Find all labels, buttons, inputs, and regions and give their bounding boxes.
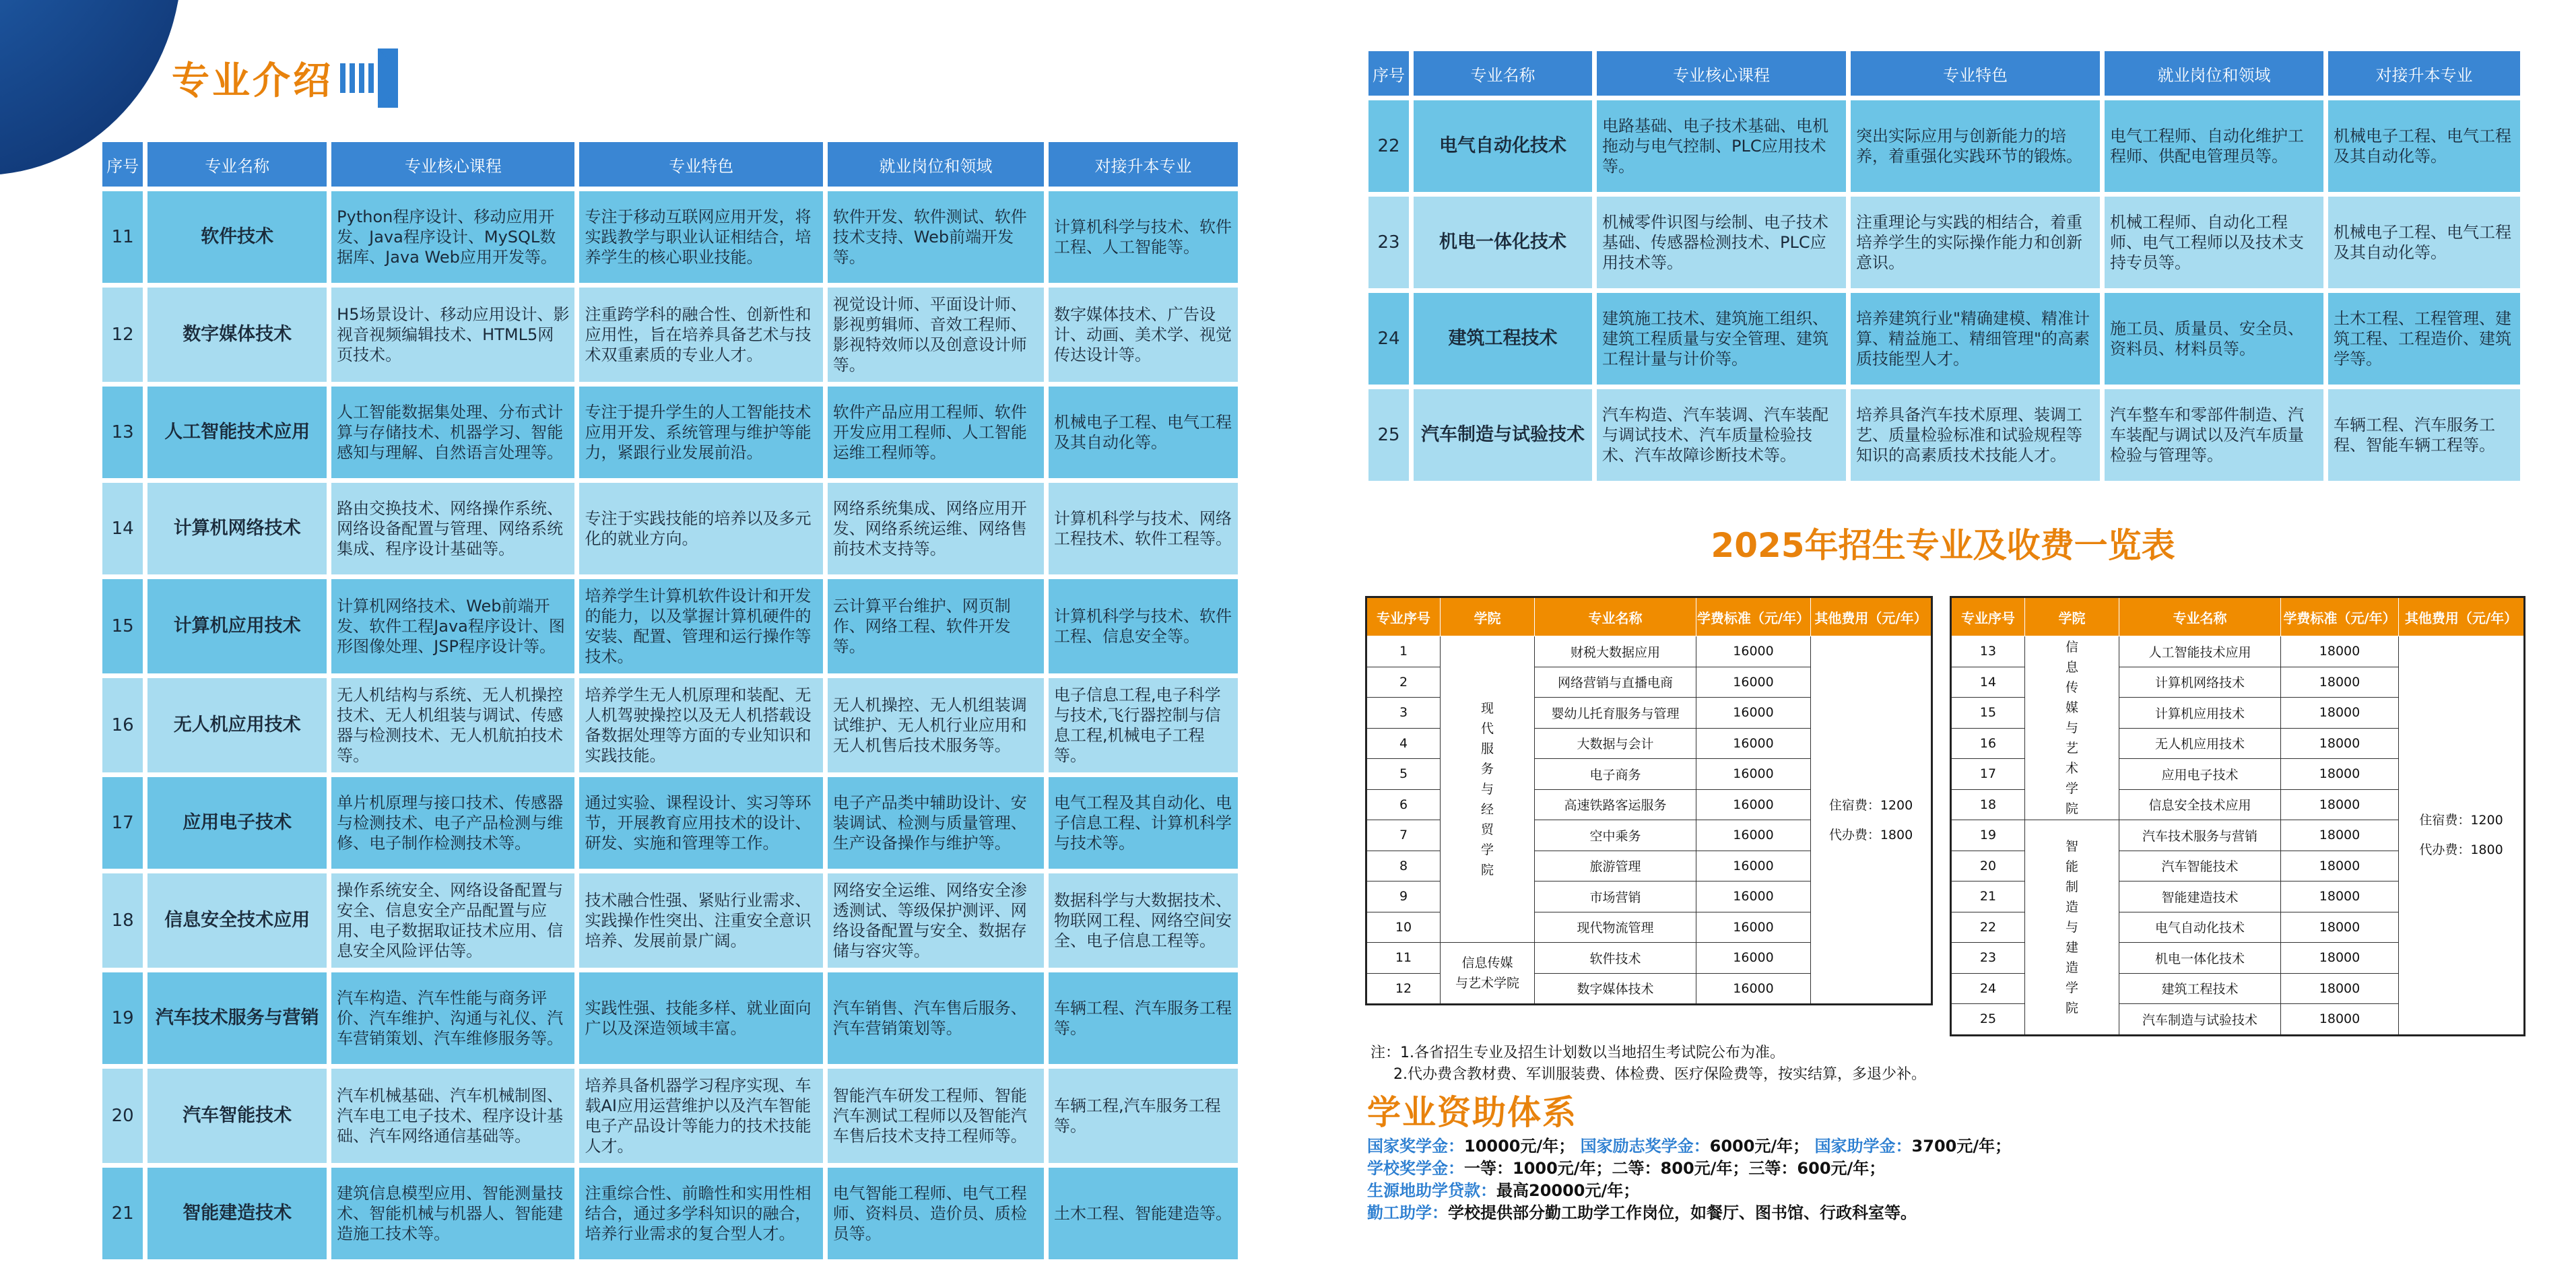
fee-col-no: 专业序号 bbox=[1951, 597, 2025, 636]
major-jobs: 云计算平台维护、网页制作、网络工程、软件开发等。 bbox=[828, 579, 1044, 673]
fee-tuition: 18000 bbox=[2281, 636, 2399, 667]
fee-no: 20 bbox=[1951, 851, 2025, 882]
fee-tuition: 18000 bbox=[2281, 820, 2399, 851]
fee-no: 22 bbox=[1951, 912, 2025, 943]
major-courses: 路由交换技术、网络操作系统、网络设备配置与管理、网络系统集成、程序设计基础等。 bbox=[331, 483, 574, 574]
table-row bbox=[1368, 389, 2520, 481]
fee-no: 18 bbox=[1951, 789, 2025, 820]
major-upgrade: 土木工程、智能建造等。 bbox=[1049, 1168, 1238, 1259]
aid-title: 学业资助体系 bbox=[1367, 1093, 1577, 1132]
major-courses: 汽车构造、汽车性能与商务评价、汽车维护、沟通与礼仪、汽车营销策划、汽车维修服务等。 bbox=[331, 972, 574, 1064]
fee-no: 8 bbox=[1366, 851, 1441, 882]
fee-tuition: 18000 bbox=[2281, 728, 2399, 759]
fee-no: 24 bbox=[1951, 973, 2025, 1004]
major-no: 22 bbox=[1368, 100, 1409, 192]
major-jobs: 视觉设计师、平面设计师、影视剪辑师、音效工程师、影视特效师以及创意设计师等。 bbox=[828, 288, 1044, 382]
major-no: 14 bbox=[102, 483, 143, 574]
fee-row bbox=[1951, 636, 2525, 667]
fee-tuition: 16000 bbox=[1696, 912, 1811, 943]
major-upgrade: 车辆工程,汽车服务工程等。 bbox=[1049, 1069, 1238, 1163]
fee-table-left bbox=[1365, 596, 1933, 1005]
fee-major-name: 汽车制造与试验技术 bbox=[2119, 1004, 2281, 1036]
fee-college: 信 息 传 媒 与 艺 术 学 院 bbox=[2025, 636, 2119, 820]
fee-major-name: 计算机应用技术 bbox=[2119, 698, 2281, 729]
major-upgrade: 计算机科学与技术、网络工程技术、软件工程等。 bbox=[1049, 483, 1238, 574]
major-courses: Python程序设计、移动应用开发、Java程序设计、MySQL数据库、Java Web应用开发等。 bbox=[331, 191, 574, 283]
table-row bbox=[102, 191, 1238, 283]
fee-no: 14 bbox=[1951, 667, 2025, 698]
col-header-jobs: 就业岗位和领域 bbox=[2105, 51, 2323, 96]
major-name: 信息安全技术应用 bbox=[147, 873, 327, 968]
major-name: 电气自动化技术 bbox=[1414, 100, 1592, 192]
major-upgrade: 数字媒体技术、广告设计、动画、美术学、视觉传达设计等。 bbox=[1049, 288, 1238, 382]
col-header-name: 专业名称 bbox=[147, 142, 327, 187]
table-row bbox=[1368, 197, 2520, 288]
fee-college: 智 能 制 造 与 建 造 学 院 bbox=[2025, 820, 2119, 1036]
major-courses: 无人机结构与系统、无人机操控技术、无人机组装与调试、传感器与检测技术、无人机航拍技术等。 bbox=[331, 678, 574, 772]
fee-major-name: 大数据与会计 bbox=[1535, 728, 1696, 759]
fee-college: 现 代 服 务 与 经 贸 学 院 bbox=[1441, 636, 1535, 943]
aid-line-workstudy bbox=[1367, 1202, 2011, 1224]
fee-no: 9 bbox=[1366, 882, 1441, 912]
table-row bbox=[102, 777, 1238, 869]
fee-no: 15 bbox=[1951, 698, 2025, 729]
aid-key: 学校奖学金： bbox=[1367, 1159, 1464, 1178]
fee-major-name: 网络营销与直播电商 bbox=[1535, 667, 1696, 698]
major-courses: 电路基础、电子技术基础、电机拖动与电气控制、PLC应用技术等。 bbox=[1597, 100, 1846, 192]
major-feature: 专注于移动互联网应用开发，将实践教学与职业认证相结合，培养学生的核心职业技能。 bbox=[579, 191, 822, 283]
major-upgrade: 计算机科学与技术、软件工程、信息安全等。 bbox=[1049, 579, 1238, 673]
intro-title-text: 专业介绍 bbox=[172, 59, 333, 103]
fee-tuition: 18000 bbox=[2281, 882, 2399, 912]
majors-table-right bbox=[1364, 46, 2525, 486]
fee-tuition: 18000 bbox=[2281, 851, 2399, 882]
major-no: 13 bbox=[102, 387, 143, 478]
major-courses: 汽车机械基础、汽车机械制图、汽车电工电子技术、程序设计基础、汽车网络通信基础等。 bbox=[331, 1069, 574, 1163]
fee-tuition: 18000 bbox=[2281, 698, 2399, 729]
table-row bbox=[102, 678, 1238, 772]
major-upgrade: 车辆工程、汽车服务工程等。 bbox=[1049, 972, 1238, 1064]
col-header-feature: 专业特色 bbox=[1851, 51, 2100, 96]
major-name: 无人机应用技术 bbox=[147, 678, 327, 772]
fee-no: 23 bbox=[1951, 943, 2025, 974]
major-no: 21 bbox=[102, 1168, 143, 1259]
table-row bbox=[102, 288, 1238, 382]
fee-no: 4 bbox=[1366, 728, 1441, 759]
fee-tuition: 16000 bbox=[1696, 759, 1811, 790]
fee-major-name: 电子商务 bbox=[1535, 759, 1696, 790]
major-name: 汽车智能技术 bbox=[147, 1069, 327, 1163]
aid-key: 勤工助学： bbox=[1367, 1203, 1448, 1222]
fee-no: 2 bbox=[1366, 667, 1441, 698]
major-feature: 技术融合性强、紧贴行业需求、实践操作性突出、注重安全意识培养、发展前景广阔。 bbox=[579, 873, 822, 968]
fee-no: 19 bbox=[1951, 820, 2025, 851]
fee-no: 13 bbox=[1951, 636, 2025, 667]
major-no: 19 bbox=[102, 972, 143, 1064]
major-upgrade: 电子信息工程,电子科学与技术,飞行器控制与信息工程,机械电子工程等。 bbox=[1049, 678, 1238, 772]
aid-value: 6000元/年； bbox=[1709, 1137, 1810, 1156]
fee-col-other: 其他费用（元/年） bbox=[2399, 597, 2525, 636]
fee-major-name: 婴幼儿托育服务与管理 bbox=[1535, 698, 1696, 729]
major-jobs: 软件产品应用工程师、软件开发应用工程师、人工智能运维工程师等。 bbox=[828, 387, 1044, 478]
fee-tuition: 16000 bbox=[1696, 789, 1811, 820]
fee-tuition: 18000 bbox=[2281, 667, 2399, 698]
fee-major-name: 财税大数据应用 bbox=[1535, 636, 1696, 667]
col-header-courses: 专业核心课程 bbox=[1597, 51, 1846, 96]
col-header-feature: 专业特色 bbox=[579, 142, 822, 187]
major-upgrade: 机械电子工程、电气工程及其自动化等。 bbox=[1049, 387, 1238, 478]
major-feature: 突出实际应用与创新能力的培养，着重强化实践环节的锻炼。 bbox=[1851, 100, 2100, 192]
fee-tuition: 18000 bbox=[2281, 943, 2399, 974]
fee-major-name: 智能建造技术 bbox=[2119, 882, 2281, 912]
major-feature: 专注于实践技能的培养以及多元化的就业方向。 bbox=[579, 483, 822, 574]
major-upgrade: 计算机科学与技术、软件工程、人工智能等。 bbox=[1049, 191, 1238, 283]
majors-table-left bbox=[98, 137, 1243, 1264]
fee-tuition: 16000 bbox=[1696, 728, 1811, 759]
fee-other bbox=[2399, 636, 2525, 1036]
major-upgrade: 土木工程、工程管理、建筑工程、工程造价、建筑学等。 bbox=[2328, 293, 2520, 385]
col-header-jobs: 就业岗位和领域 bbox=[828, 142, 1044, 187]
major-name: 应用电子技术 bbox=[147, 777, 327, 869]
major-name: 汽车制造与试验技术 bbox=[1414, 389, 1592, 481]
fee-col-college: 学院 bbox=[2025, 597, 2119, 636]
major-jobs: 无人机操控、无人机组装调试维护、无人机行业应用和无人机售后技术服务等。 bbox=[828, 678, 1044, 772]
fee-major-name: 数字媒体技术 bbox=[1535, 973, 1696, 1005]
fee-major-name: 信息安全技术应用 bbox=[2119, 789, 2281, 820]
aid-value: 学校提供部分勤工助学工作岗位，如餐厅、图书馆、行政科室等。 bbox=[1448, 1203, 1917, 1222]
fee-major-name: 机电一体化技术 bbox=[2119, 943, 2281, 974]
major-courses: H5场景设计、移动应用设计、影视音视频编辑技术、HTML5网页技术。 bbox=[331, 288, 574, 382]
fee-tuition: 16000 bbox=[1696, 667, 1811, 698]
major-name: 软件技术 bbox=[147, 191, 327, 283]
fee-major-name: 高速铁路客运服务 bbox=[1535, 789, 1696, 820]
fee-major-name: 空中乘务 bbox=[1535, 820, 1696, 851]
major-no: 15 bbox=[102, 579, 143, 673]
fee-tuition: 16000 bbox=[1696, 851, 1811, 882]
fee-other bbox=[1811, 636, 1932, 1005]
table-row bbox=[102, 579, 1238, 673]
fee-no: 16 bbox=[1951, 728, 2025, 759]
aid-line-school bbox=[1367, 1158, 2011, 1180]
major-name: 汽车技术服务与营销 bbox=[147, 972, 327, 1064]
major-name: 计算机网络技术 bbox=[147, 483, 327, 574]
col-header-upgrade: 对接升本专业 bbox=[2328, 51, 2520, 96]
major-name: 人工智能技术应用 bbox=[147, 387, 327, 478]
fee-major-name: 汽车技术服务与营销 bbox=[2119, 820, 2281, 851]
fee-no: 11 bbox=[1366, 943, 1441, 974]
major-jobs: 网络安全运维、网络安全渗透测试、等级保护测评、网络设备配置与安全、数据存储与容灾等。 bbox=[828, 873, 1044, 968]
fee-other-lodging: 住宿费：1200 bbox=[1828, 797, 1913, 813]
major-no: 12 bbox=[102, 288, 143, 382]
fee-header-row bbox=[1366, 597, 1932, 636]
major-no: 17 bbox=[102, 777, 143, 869]
fee-tuition: 16000 bbox=[1696, 820, 1811, 851]
fee-major-name: 软件技术 bbox=[1535, 943, 1696, 974]
col-header-courses: 专业核心课程 bbox=[331, 142, 574, 187]
aid-key: 国家助学金： bbox=[1814, 1137, 1912, 1156]
major-courses: 机械零件识图与绘制、电子技术基础、传感器检测技术、PLC应用技术等。 bbox=[1597, 197, 1846, 288]
major-courses: 建筑信息模型应用、智能测量技术、智能机械与机器人、智能建造施工技术等。 bbox=[331, 1168, 574, 1259]
major-jobs: 施工员、质量员、安全员、资料员、材料员等。 bbox=[2105, 293, 2323, 385]
major-feature: 培养具备机器学习程序实现、车载AI应用运营维护以及汽车智能电子产品设计等能力的技术技能人才。 bbox=[579, 1069, 822, 1163]
major-upgrade: 电气工程及其自动化、电子信息工程、计算机科学与技术等。 bbox=[1049, 777, 1238, 869]
major-feature: 注重理论与实践的相结合，着重培养学生的实际操作能力和创新意识。 bbox=[1851, 197, 2100, 288]
major-courses: 单片机原理与接口技术、传感器与检测技术、电子产品检测与维修、电子制作检测技术等。 bbox=[331, 777, 574, 869]
major-jobs: 电子产品类中辅助设计、安装调试、检测与质量管理、生产设备操作与维护等。 bbox=[828, 777, 1044, 869]
fee-col-name: 专业名称 bbox=[2119, 597, 2281, 636]
intro-heading bbox=[172, 48, 398, 108]
aid-key: 国家奖学金： bbox=[1367, 1137, 1464, 1156]
fee-col-other: 其他费用（元/年） bbox=[1811, 597, 1932, 636]
fee-tuition: 16000 bbox=[1696, 698, 1811, 729]
table-row bbox=[1368, 100, 2520, 192]
major-courses: 建筑施工技术、建筑施工组织、建筑工程质量与安全管理、建筑工程计量与计价等。 bbox=[1597, 293, 1846, 385]
fee-no: 3 bbox=[1366, 698, 1441, 729]
major-name: 智能建造技术 bbox=[147, 1168, 327, 1259]
fee-no: 12 bbox=[1366, 973, 1441, 1005]
fee-no: 1 bbox=[1366, 636, 1441, 667]
aid-line-national bbox=[1367, 1135, 2011, 1158]
note-line-1: 注：1.各省招生专业及招生计划数以当地招生考试院公布为准。 bbox=[1370, 1044, 1785, 1061]
major-jobs: 电气工程师、自动化维护工程师、供配电管理员等。 bbox=[2105, 100, 2323, 192]
fee-college: 信息传媒 与艺术学院 bbox=[1441, 943, 1535, 1005]
major-feature: 培养具备汽车技术原理、装调工艺、质量检验标准和试验规程等知识的高素质技术技能人才。 bbox=[1851, 389, 2100, 481]
major-name: 计算机应用技术 bbox=[147, 579, 327, 673]
major-feature: 培养建筑行业"精确建模、精准计算、精益施工、精细管理"的高素质技能型人才。 bbox=[1851, 293, 2100, 385]
fee-tuition: 16000 bbox=[1696, 973, 1811, 1005]
fee-no: 6 bbox=[1366, 789, 1441, 820]
fee-major-name: 无人机应用技术 bbox=[2119, 728, 2281, 759]
fee-tuition: 18000 bbox=[2281, 759, 2399, 790]
fee-other-lodging: 住宿费：1200 bbox=[2419, 813, 2503, 828]
major-no: 23 bbox=[1368, 197, 1409, 288]
fee-tuition: 18000 bbox=[2281, 912, 2399, 943]
table-row bbox=[102, 972, 1238, 1064]
major-feature: 通过实验、课程设计、实习等环节，开展教育应用技术的设计、研发、实施和管理等工作。 bbox=[579, 777, 822, 869]
table-row bbox=[102, 1168, 1238, 1259]
major-jobs: 网络系统集成、网络应用开发、网络系统运维、网络售前技术支持等。 bbox=[828, 483, 1044, 574]
table-row bbox=[102, 483, 1238, 574]
major-name: 建筑工程技术 bbox=[1414, 293, 1592, 385]
table-row bbox=[1368, 293, 2520, 385]
fee-section-title: 2025年招生专业及收费一览表 bbox=[1711, 526, 2175, 565]
aid-value: 最高20000元/年； bbox=[1496, 1181, 1640, 1200]
fee-header-row bbox=[1951, 597, 2525, 636]
note-line-2: 2.代办费含教材费、军训服装费、体检费、医疗保险费等，按实结算，多退少补。 bbox=[1393, 1066, 1926, 1083]
aid-key: 生源地助学贷款： bbox=[1367, 1181, 1496, 1200]
fee-major-name: 人工智能技术应用 bbox=[2119, 636, 2281, 667]
fee-no: 21 bbox=[1951, 882, 2025, 912]
major-courses: 人工智能数据集处理、分布式计算与存储技术、机器学习、智能感知与理解、自然语言处理等。 bbox=[331, 387, 574, 478]
fee-major-name: 现代物流管理 bbox=[1535, 912, 1696, 943]
fee-other-agency: 代办费：1800 bbox=[1828, 827, 1913, 842]
fee-tuition: 18000 bbox=[2281, 1004, 2399, 1036]
major-upgrade: 机械电子工程、电气工程及其自动化等。 bbox=[2328, 197, 2520, 288]
fee-col-no: 专业序号 bbox=[1366, 597, 1441, 636]
fee-tuition: 18000 bbox=[2281, 973, 2399, 1004]
fee-row bbox=[1366, 636, 1932, 667]
table-row bbox=[102, 387, 1238, 478]
fee-tuition: 16000 bbox=[1696, 636, 1811, 667]
major-courses: 汽车构造、汽车装调、汽车装配与调试技术、汽车质量检验技术、汽车故障诊断技术等。 bbox=[1597, 389, 1846, 481]
major-no: 16 bbox=[102, 678, 143, 772]
notes bbox=[1370, 1042, 1926, 1086]
major-name: 数字媒体技术 bbox=[147, 288, 327, 382]
fee-no: 25 bbox=[1951, 1004, 2025, 1036]
table-header-row bbox=[1368, 51, 2520, 96]
fee-tuition: 16000 bbox=[1696, 943, 1811, 974]
fee-major-name: 应用电子技术 bbox=[2119, 759, 2281, 790]
major-jobs: 电气智能工程师、电气工程师、资料员、造价员、质检员等。 bbox=[828, 1168, 1044, 1259]
fee-table-right bbox=[1950, 596, 2525, 1036]
aid-key: 国家励志奖学金： bbox=[1580, 1137, 1710, 1156]
fee-col-name: 专业名称 bbox=[1535, 597, 1696, 636]
major-jobs: 软件开发、软件测试、软件技术支持、Web前端开发等。 bbox=[828, 191, 1044, 283]
major-upgrade: 数据科学与大数据技术、物联网工程、网络空间安全、电子信息工程等。 bbox=[1049, 873, 1238, 968]
major-no: 24 bbox=[1368, 293, 1409, 385]
table-header-row bbox=[102, 142, 1238, 187]
col-header-upgrade: 对接升本专业 bbox=[1049, 142, 1238, 187]
major-jobs: 机械工程师、自动化工程师、电气工程师以及技术支持专员等。 bbox=[2105, 197, 2323, 288]
major-no: 25 bbox=[1368, 389, 1409, 481]
fee-no: 7 bbox=[1366, 820, 1441, 851]
major-courses: 计算机网络技术、Web前端开发、软件工程Java程序设计、图形图像处理、JSP程序设计等。 bbox=[331, 579, 574, 673]
fee-major-name: 汽车智能技术 bbox=[2119, 851, 2281, 882]
major-feature: 培养学生计算机软件设计和开发的能力，以及掌握计算机硬件的安装、配置、管理和运行操作等技术。 bbox=[579, 579, 822, 673]
major-jobs: 汽车整车和零部件制造、汽车装配与调试以及汽车质量检验与管理等。 bbox=[2105, 389, 2323, 481]
major-no: 20 bbox=[102, 1069, 143, 1163]
aid-list bbox=[1367, 1135, 2011, 1224]
fee-major-name: 计算机网络技术 bbox=[2119, 667, 2281, 698]
col-header-no: 序号 bbox=[1368, 51, 1409, 96]
bars-arrow-icon bbox=[340, 48, 398, 108]
major-jobs: 智能汽车研发工程师、智能汽车测试工程师以及智能汽车售后技术支持工程师等。 bbox=[828, 1069, 1044, 1163]
fee-tuition: 18000 bbox=[2281, 789, 2399, 820]
col-header-name: 专业名称 bbox=[1414, 51, 1592, 96]
major-upgrade: 车辆工程、汽车服务工程、智能车辆工程等。 bbox=[2328, 389, 2520, 481]
aid-value: 3700元/年； bbox=[1911, 1137, 2012, 1156]
table-row bbox=[102, 1069, 1238, 1163]
fee-no: 5 bbox=[1366, 759, 1441, 790]
major-jobs: 汽车销售、汽车售后服务、汽车营销策划等。 bbox=[828, 972, 1044, 1064]
major-feature: 培养学生无人机原理和装配、无人机驾驶操控以及无人机搭载设备数据处理等方面的专业知识和实践技能。 bbox=[579, 678, 822, 772]
major-feature: 实践性强、技能多样、就业面向广以及深造领域丰富。 bbox=[579, 972, 822, 1064]
table-row bbox=[102, 873, 1238, 968]
major-courses: 操作系统安全、网络设备配置与安全、信息安全产品配置与应用、电子数据取证技术应用、信息安全风险评估等。 bbox=[331, 873, 574, 968]
fee-major-name: 市场营销 bbox=[1535, 882, 1696, 912]
fee-col-college: 学院 bbox=[1441, 597, 1535, 636]
major-feature: 注重综合性、前瞻性和实用性相结合，通过多学科知识的融合，培养行业需求的复合型人才。 bbox=[579, 1168, 822, 1259]
major-feature: 注重跨学科的融合性、创新性和应用性，旨在培养具备艺术与技术双重素质的专业人才。 bbox=[579, 288, 822, 382]
fee-tuition: 16000 bbox=[1696, 882, 1811, 912]
fee-major-name: 电气自动化技术 bbox=[2119, 912, 2281, 943]
aid-value: 10000元/年； bbox=[1464, 1137, 1575, 1156]
fee-no: 10 bbox=[1366, 912, 1441, 943]
fee-col-tuition: 学费标准（元/年） bbox=[1696, 597, 1811, 636]
fee-major-name: 旅游管理 bbox=[1535, 851, 1696, 882]
fee-col-tuition: 学费标准（元/年） bbox=[2281, 597, 2399, 636]
fee-major-name: 建筑工程技术 bbox=[2119, 973, 2281, 1004]
major-no: 18 bbox=[102, 873, 143, 968]
aid-line-loan bbox=[1367, 1180, 2011, 1202]
fee-other-agency: 代办费：1800 bbox=[2419, 842, 2503, 858]
major-name: 机电一体化技术 bbox=[1414, 197, 1592, 288]
col-header-no: 序号 bbox=[102, 142, 143, 187]
aid-value: 一等：1000元/年；二等：800元/年；三等：600元/年； bbox=[1464, 1159, 1886, 1178]
major-no: 11 bbox=[102, 191, 143, 283]
major-feature: 专注于提升学生的人工智能技术应用开发、系统管理与维护等能力，紧跟行业发展前沿。 bbox=[579, 387, 822, 478]
major-upgrade: 机械电子工程、电气工程及其自动化等。 bbox=[2328, 100, 2520, 192]
fee-no: 17 bbox=[1951, 759, 2025, 790]
